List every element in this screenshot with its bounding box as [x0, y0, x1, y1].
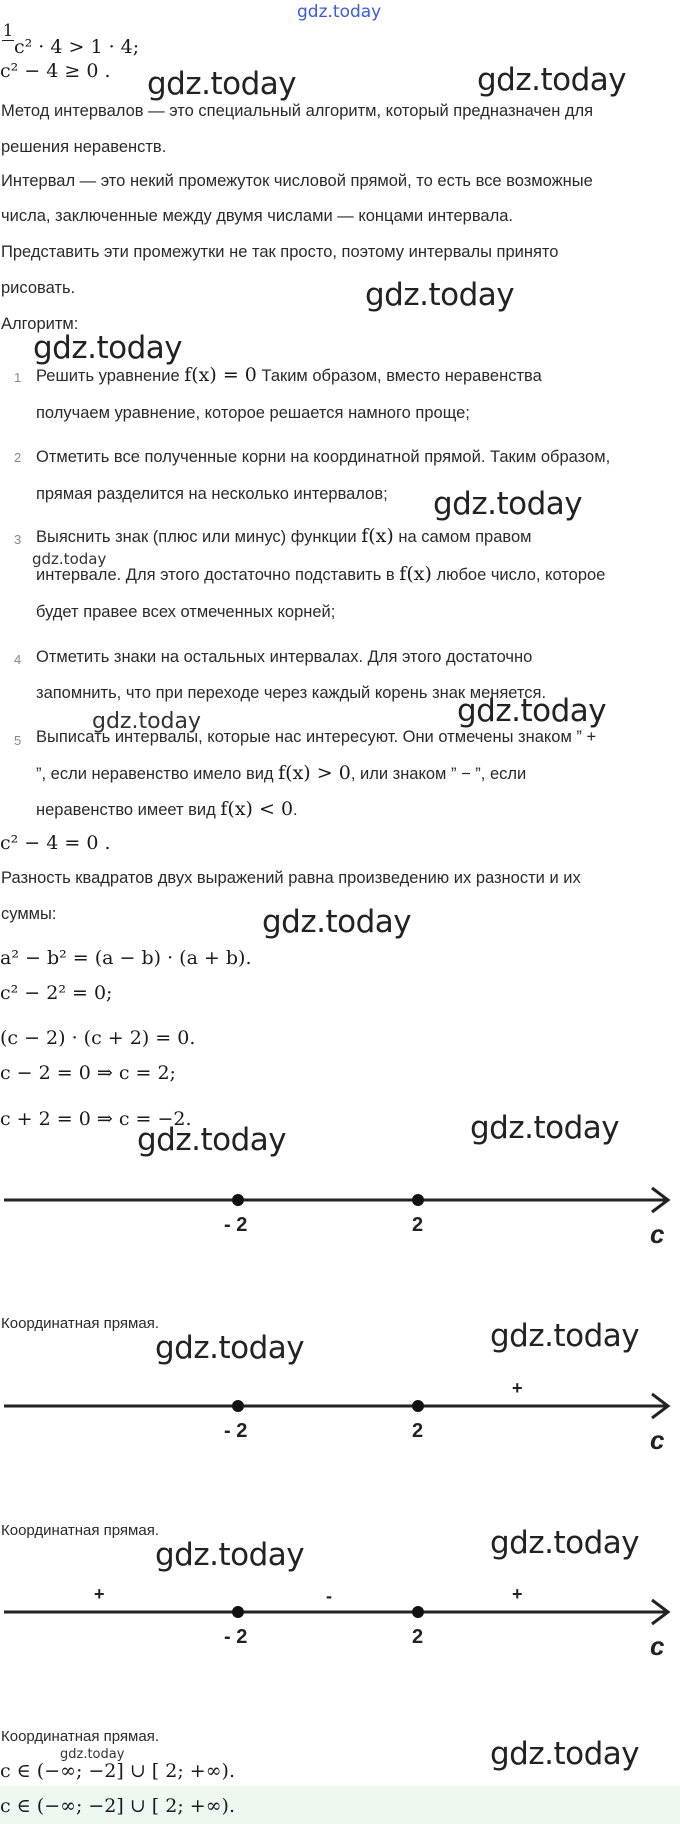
tick-label-root1: - 2: [224, 1420, 248, 1442]
paragraph: суммы:: [1, 905, 57, 923]
watermark: gdz.today: [33, 330, 183, 366]
math-line-2: c² − 4 ≥ 0 .: [0, 60, 111, 82]
sign-minus-middle: -: [326, 1586, 332, 1606]
caption: Координатная прямая.: [1, 1522, 159, 1539]
equation: c + 2 = 0 ⇒ c = −2.: [0, 1108, 192, 1130]
algorithm-heading: Алгоритм:: [1, 315, 79, 333]
list-number: 2: [14, 450, 22, 465]
watermark-small: gdz.today: [92, 709, 202, 734]
list-number: 1: [14, 370, 22, 385]
list-item: Отметить все полученные корни на координатной прямой. Таким образом,: [36, 448, 611, 466]
watermark: gdz.today: [137, 1122, 287, 1158]
tick-label-root2: 2: [412, 1420, 424, 1442]
paragraph: Разность квадратов двух выражений равна произведению их разности и их: [1, 869, 581, 887]
axis-variable: c: [650, 1425, 665, 1455]
sign-plus-right: +: [512, 1378, 523, 1398]
axis-variable: c: [650, 1631, 665, 1661]
equation: c² − 4 = 0 .: [0, 832, 111, 854]
tick-label-root2: 2: [412, 1626, 424, 1648]
number-line-3: [0, 1576, 680, 1661]
paragraph: решения неравенств.: [1, 138, 167, 156]
paragraph: Метод интервалов — это специальный алгоритм, который предназначен для: [1, 102, 594, 120]
sign-plus-left: +: [94, 1584, 105, 1604]
paragraph: Интервал — это некий промежуток числовой прямой, то есть все возможные: [1, 172, 593, 190]
watermark: gdz.today: [155, 1330, 305, 1366]
list-number: 4: [14, 652, 22, 667]
list-item: Отметить знаки на остальных интервалах. Для этого достаточно: [36, 648, 533, 666]
paragraph: числа, заключенные между двумя числами — концами интервала.: [1, 207, 513, 225]
equation: c − 2 = 0 ⇒ c = 2;: [0, 1062, 176, 1084]
watermark: gdz.today: [155, 1537, 305, 1573]
paragraph: рисовать.: [1, 279, 76, 297]
tick-label-root1: - 2: [224, 1626, 248, 1648]
watermark: gdz.today: [365, 277, 515, 313]
list-number: 3: [14, 532, 22, 547]
axis-variable: c: [650, 1219, 665, 1249]
caption: Координатная прямая.: [1, 1315, 159, 1332]
number-line-1: [0, 1180, 680, 1255]
watermark-small: gdz.today: [60, 1747, 125, 1762]
number-line-2: [0, 1370, 680, 1455]
list-item: Выяснить знак (плюс или минус) функции f(x) на самом правом: [36, 525, 532, 547]
math-line-1: c² · 4 > 1 · 4;: [14, 36, 140, 58]
list-item-cont: неравенство имеет вид f(x) < 0.: [36, 798, 298, 820]
list-item-cont: будет правее всех отмеченных корней;: [36, 603, 336, 621]
watermark-small: gdz.today: [32, 550, 107, 568]
watermark: gdz.today: [470, 1110, 620, 1146]
list-item-cont: запомнить, что при переходе через каждый корень знак меняется.: [36, 684, 547, 702]
list-item: Выписать интервалы, которые нас интересуют. Они отмечены знаком ” +: [36, 728, 597, 746]
final-answer: c ∈ (−∞; −2] ∪ [ 2; +∞).: [0, 1795, 235, 1817]
list-number: 5: [14, 733, 22, 748]
equation: a² − b² = (a − b) · (a + b).: [0, 947, 252, 969]
tick-label-root2: 2: [412, 1214, 424, 1236]
list-item-cont: прямая разделится на несколько интервалов;: [36, 485, 388, 503]
equation: c² − 2² = 0;: [0, 982, 113, 1004]
tick-label-root1: - 2: [224, 1214, 248, 1236]
sign-plus-right: +: [512, 1584, 523, 1604]
caption: Координатная прямая.: [1, 1728, 159, 1745]
watermark: gdz.today: [490, 1736, 640, 1772]
watermark: gdz.today: [433, 486, 583, 522]
watermark: gdz.today: [457, 693, 607, 729]
site-header-link[interactable]: gdz.today: [297, 2, 382, 22]
list-item-cont: интервале. Для этого достаточно подставить в f(x) любое число, которое: [36, 563, 606, 585]
list-item-cont: ”, если неравенство имело вид f(x) > 0, или знаком ” − ”, если: [36, 762, 527, 784]
watermark: gdz.today: [262, 904, 412, 940]
equation: (c − 2) · (c + 2) = 0.: [0, 1027, 196, 1049]
answer-line: c ∈ (−∞; −2] ∪ [ 2; +∞).: [0, 1760, 235, 1782]
watermark: gdz.today: [147, 66, 297, 102]
watermark: gdz.today: [477, 62, 627, 98]
paragraph: Представить эти промежутки не так просто, поэтому интервалы принято: [1, 243, 559, 261]
list-item-cont: получаем уравнение, которое решается намного проще;: [36, 404, 470, 422]
watermark: gdz.today: [490, 1525, 640, 1561]
watermark: gdz.today: [490, 1318, 640, 1354]
fraction: 1: [2, 21, 14, 41]
list-item: Решить уравнение f(x) = 0 Таким образом, вместо неравенства: [36, 364, 542, 386]
